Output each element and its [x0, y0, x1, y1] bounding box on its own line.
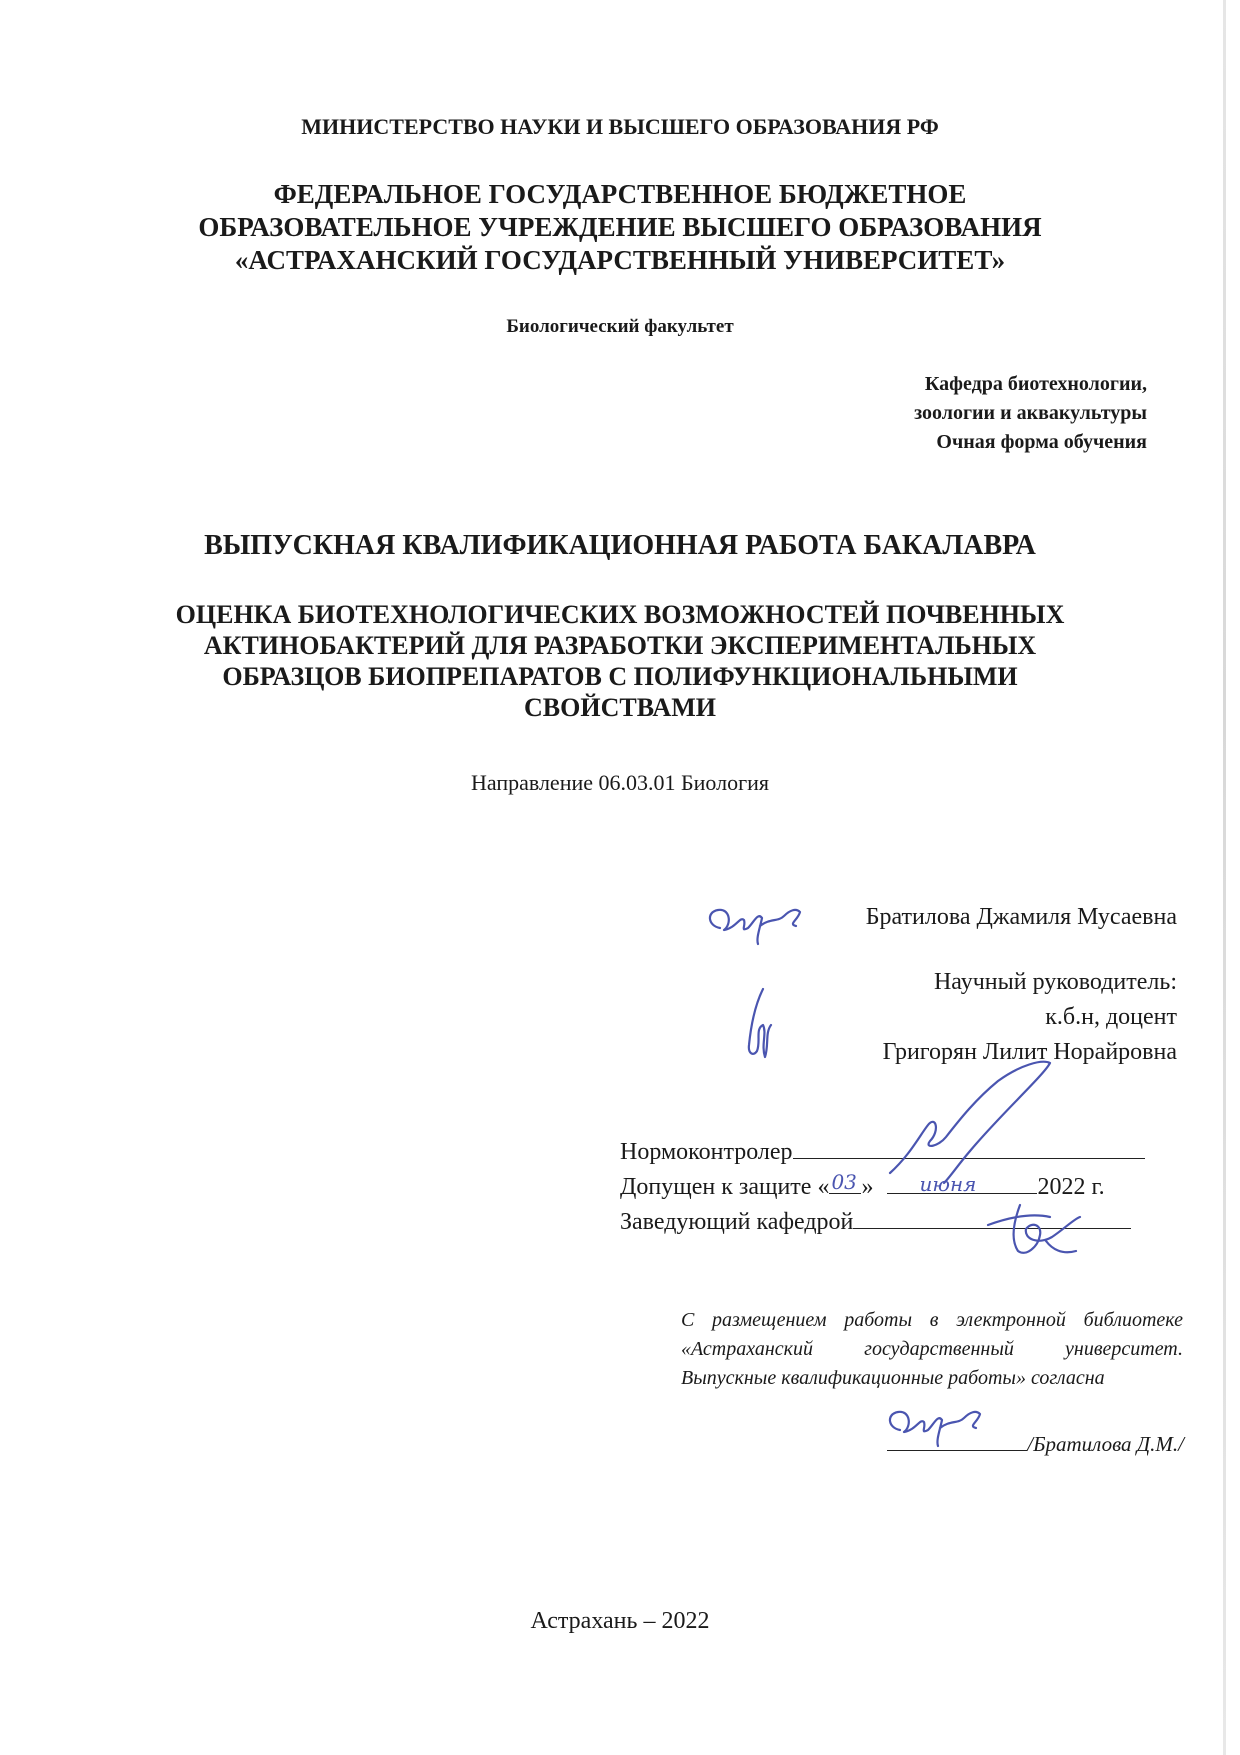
consent-signature-line — [887, 1428, 1027, 1451]
faculty-name: Биологический факультет — [506, 316, 734, 337]
head-row — [620, 1205, 1182, 1240]
organization-line: ФЕДЕРАЛЬНОЕ ГОСУДАРСТВЕННОЕ БЮДЖЕТНОЕ — [273, 179, 967, 209]
work-title-line: ОЦЕНКА БИОТЕХНОЛОГИЧЕСКИХ ВОЗМОЖНОСТЕЙ ПОЧВЕННЫХ — [175, 600, 1065, 629]
normcontrol-signature — [880, 1055, 1070, 1185]
consent-signature-row — [858, 1428, 1184, 1457]
department-block — [914, 370, 1147, 457]
organization-line: «АСТРАХАНСКИЙ ГОСУДАРСТВЕННЫЙ УНИВЕРСИТЕТ» — [234, 245, 1006, 275]
head-of-department-label: Заведующий кафедрой — [620, 1209, 854, 1235]
ministry-heading: МИНИСТЕРСТВО НАУКИ И ВЫСШЕГО ОБРАЗОВАНИЯ РФ — [301, 114, 939, 139]
study-direction: Направление 06.03.01 Биология — [470, 770, 770, 795]
admitted-label: Допущен к защите « — [620, 1174, 830, 1200]
head-of-department-signature — [980, 1195, 1090, 1265]
work-title — [0, 599, 1240, 723]
work-title-line: СВОЙСТВАМИ — [524, 693, 716, 722]
author-signature — [700, 898, 810, 946]
supervisor-name: Григорян Лилит Норайровна — [882, 1039, 1177, 1065]
organization-heading — [0, 178, 1240, 277]
study-form: Очная форма обучения — [936, 431, 1147, 453]
library-consent-text: С размещением работы в электронной библиотеке «Астраханский государственный университет. Выпускные квалификационные работы» согласна — [681, 1309, 1183, 1389]
department-line: Кафедра биотехнологии, — [924, 373, 1147, 395]
author-name: Братилова Джамиля Мусаевна — [865, 904, 1177, 930]
supervisor-label: Научный руководитель: — [933, 969, 1177, 995]
department-line: зоологии и аквакультуры — [914, 402, 1147, 424]
admitted-day: 03 — [831, 1170, 857, 1194]
work-title-line: АКТИНОБАКТЕРИЙ ДЛЯ РАЗРАБОТКИ ЭКСПЕРИМЕНТАЛЬНЫХ — [203, 631, 1037, 660]
admitted-day-line — [829, 1171, 861, 1194]
organization-line: ОБРАЗОВАТЕЛЬНОЕ УЧРЕЖДЕНИЕ ВЫСШЕГО ОБРАЗОВАНИЯ — [198, 212, 1042, 242]
consent-signature-name: /Братилова Д.М./ — [1027, 1432, 1184, 1456]
admitted-year: 2022 г. — [1037, 1174, 1105, 1200]
work-title-line: ОБРАЗЦОВ БИОПРЕПАРАТОВ С ПОЛИФУНКЦИОНАЛЬНЫМИ — [222, 662, 1018, 691]
work-type-heading: ВЫПУСКНАЯ КВАЛИФИКАЦИОННАЯ РАБОТА БАКАЛАВРА — [204, 530, 1036, 561]
city-year: Астрахань – 2022 — [530, 1608, 710, 1634]
supervisor-signature — [735, 985, 785, 1065]
admitted-quote-close: » — [861, 1174, 874, 1200]
supervisor-degree: к.б.н, доцент — [1045, 1004, 1177, 1030]
admitted-month: июня — [919, 1172, 977, 1196]
normcontrol-label: Нормоконтролер — [620, 1139, 793, 1165]
